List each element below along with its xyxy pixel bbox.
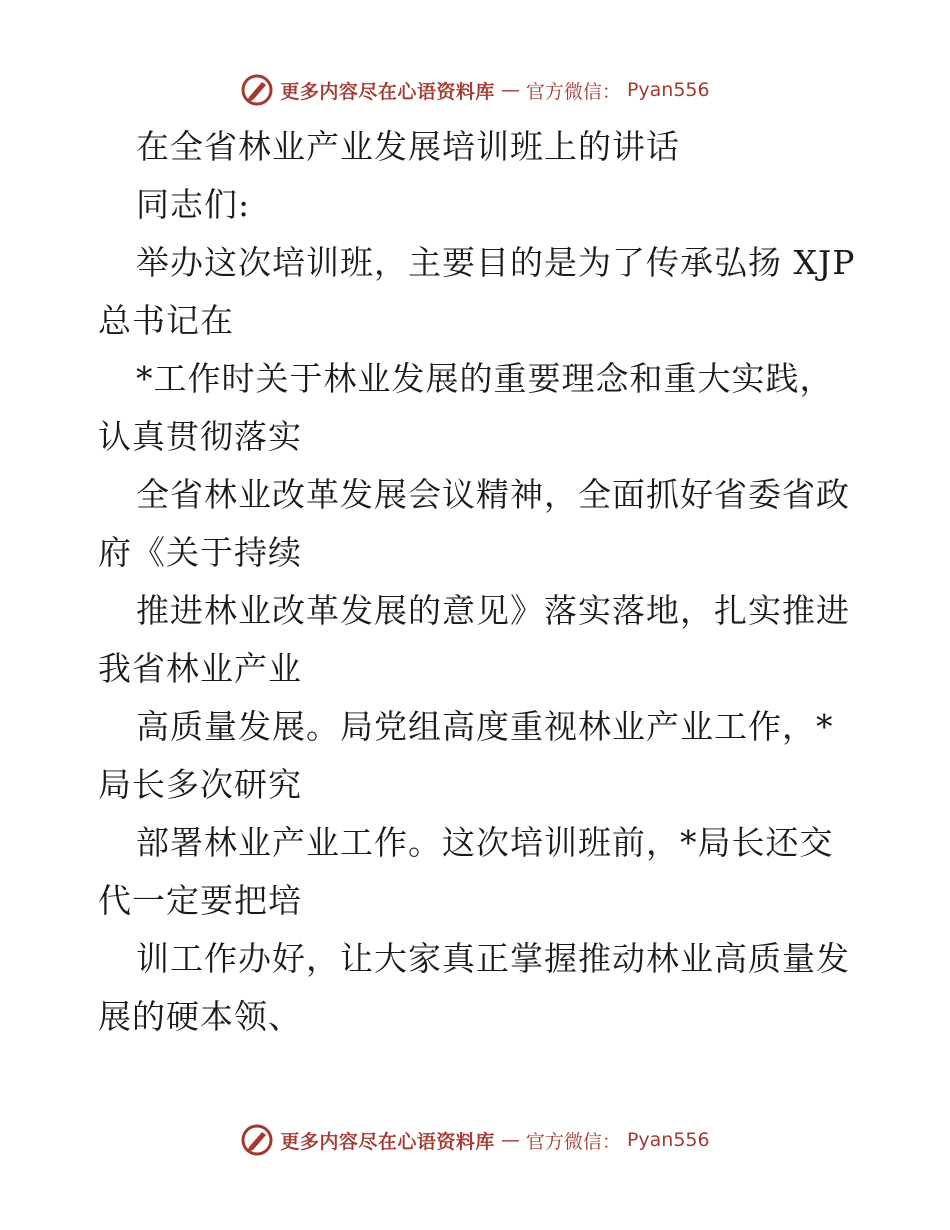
watermark-dash: — (500, 79, 520, 101)
text-line: 推进林业改革发展的意见》落实落地，扎实推进 (136, 591, 850, 630)
text-line: 局长多次研究 (98, 765, 302, 804)
text-line: 举办这次培训班，主要目的是为了传承弘扬 XJP (136, 243, 856, 282)
text-line: 认真贯彻落实 (98, 417, 302, 456)
salutation: 同志们: (136, 185, 251, 224)
text-line: 高质量发展。局党组高度重视林业产业工作，* (136, 707, 834, 746)
text-line: 我省林业产业 (98, 649, 302, 688)
text-line: 全省林业改革发展会议精神，全面抓好省委省政 (136, 475, 850, 514)
watermark-slogan: 更多内容尽在心语资料库 (280, 1130, 495, 1153)
header-watermark (0, 70, 950, 110)
watermark-dash: — (500, 1129, 520, 1151)
text-line: *工作时关于林业发展的重要理念和重大实践， (136, 359, 834, 398)
watermark-slogan: 更多内容尽在心语资料库 (280, 80, 495, 103)
watermark-label: 官方微信： (525, 80, 621, 103)
document-title: 在全省林业产业发展培训班上的讲话 (136, 127, 680, 166)
footer-watermark (0, 1120, 950, 1160)
document-body (98, 118, 858, 1046)
text-line: 府《关于持续 (98, 533, 302, 572)
pen-logo-icon (240, 73, 274, 107)
watermark-label: 官方微信： (525, 1130, 621, 1153)
text-line: 展的硬本领、 (98, 997, 302, 1036)
text-line: 总书记在 (98, 301, 234, 340)
text-line: 部署林业产业工作。这次培训班前，*局长还交 (136, 823, 834, 862)
watermark-wechat-id: Pyan556 (626, 1129, 710, 1151)
text-line: 代一定要把培 (98, 881, 302, 920)
text-line: 训工作办好，让大家真正掌握推动林业高质量发 (136, 939, 850, 978)
watermark-wechat-id: Pyan556 (626, 79, 710, 101)
pen-logo-icon (240, 1123, 274, 1157)
